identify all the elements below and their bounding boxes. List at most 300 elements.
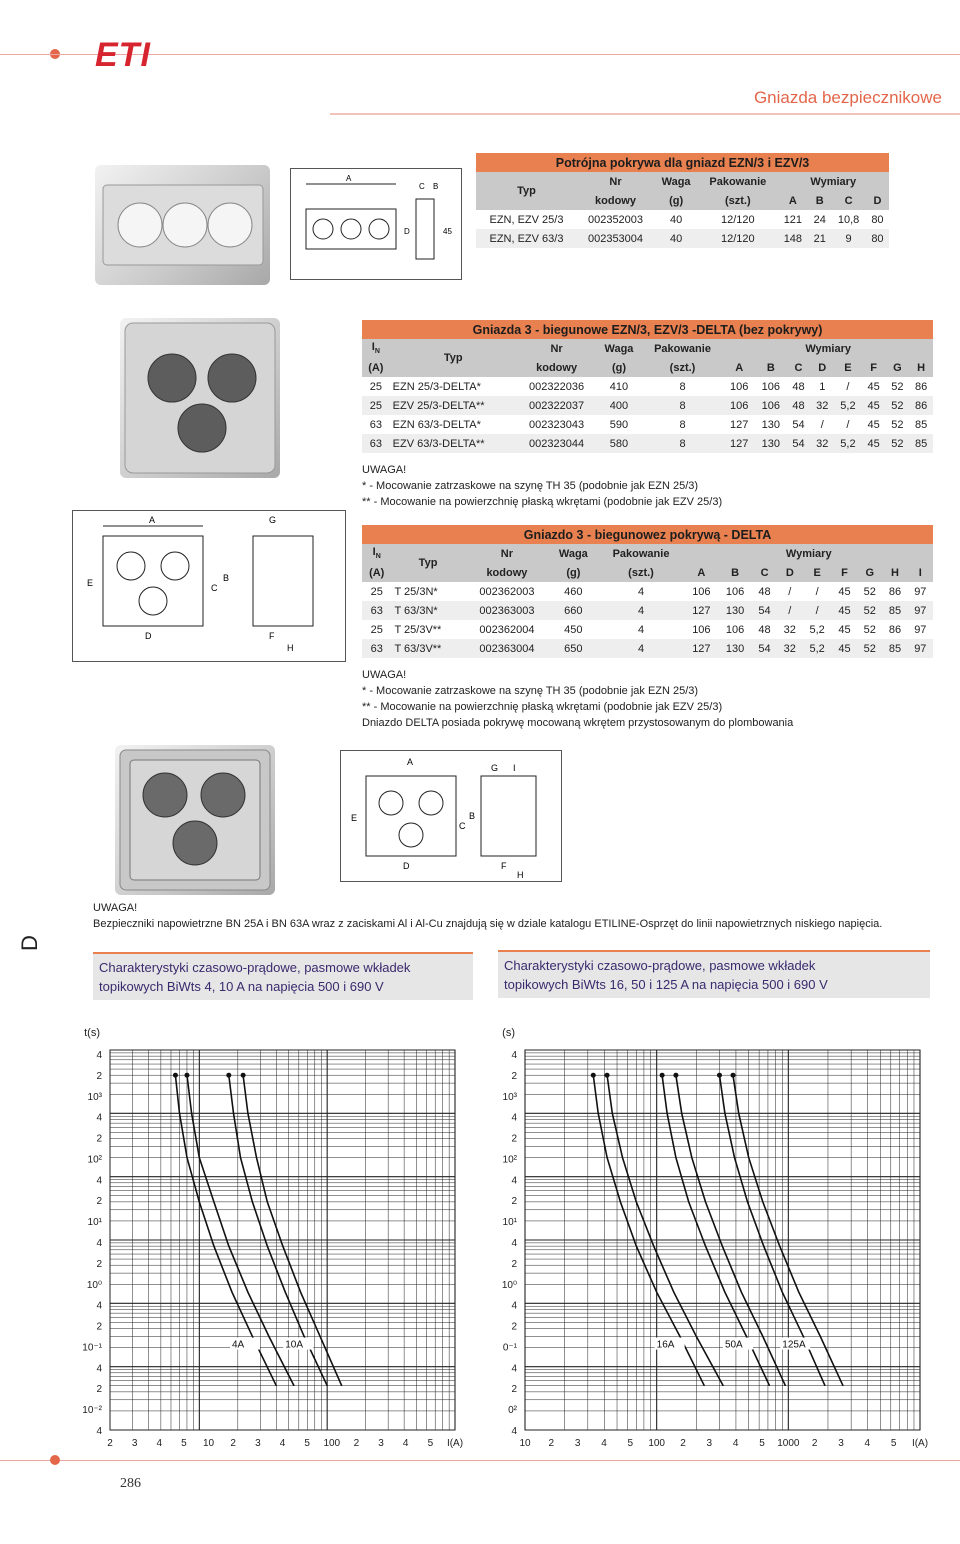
table-row (362, 434, 933, 453)
cell: EZN 25/3-DELTA* (392, 380, 481, 393)
x-tick-label: 10 (519, 1438, 531, 1449)
x-tick-label: I(A) (446, 1438, 464, 1449)
series-label: 4A (231, 1339, 245, 1351)
cell: EZN, EZV 63/3 (489, 232, 564, 245)
side-tab-d: D (16, 935, 42, 951)
header-dim: B (815, 194, 824, 207)
cell: 32 (783, 623, 796, 636)
dim-h-label: H (287, 643, 294, 653)
socket-cover-illustration (115, 745, 275, 895)
y-tick-label: 4 (96, 1426, 102, 1437)
cell: 86 (914, 380, 928, 393)
header-in-letter: I (372, 546, 376, 559)
dim-e-label: E (351, 813, 358, 823)
cell: 45 (838, 642, 851, 655)
series-label: 16A (656, 1339, 675, 1351)
cell: 5,2 (840, 399, 856, 412)
cell: 5,2 (809, 623, 825, 636)
cell: 002352003 (587, 213, 644, 226)
table-row (362, 620, 933, 639)
cell: 002362003 (479, 585, 535, 598)
cell: 450 (564, 623, 583, 636)
cell: 12/120 (720, 232, 755, 245)
chart-biwts-16-50-125 (480, 1015, 940, 1455)
dim-c-label: C (459, 821, 466, 831)
header-dim: C (760, 566, 769, 579)
cell: 106 (730, 399, 749, 412)
dim-f-label: F (501, 861, 507, 871)
series-marker (241, 1073, 246, 1078)
cell: 97 (914, 623, 927, 636)
cell: 002362004 (479, 623, 535, 636)
cell: 5,2 (809, 642, 825, 655)
cell: 660 (564, 604, 583, 617)
cell: 4 (637, 623, 645, 636)
header-dim: G (893, 361, 902, 374)
header-dim: B (766, 361, 775, 374)
header-kodowy: kodowy (536, 361, 578, 374)
section-rule (330, 113, 960, 115)
cell: 48 (792, 380, 805, 393)
cell: 4 (637, 585, 645, 598)
cell: 45 (838, 585, 851, 598)
y-tick-label: 10¹ (502, 1217, 517, 1229)
cell: 40 (669, 213, 683, 226)
cell: 4 (637, 642, 645, 655)
cell: 45 (867, 418, 880, 431)
header-pakowanie: Pakowanie (654, 342, 711, 355)
cell: 52 (891, 437, 904, 450)
warning-title: UWAGA! (93, 902, 138, 914)
y-tick-label: 4 (96, 1050, 102, 1061)
y-axis-label: t(s) (84, 1027, 100, 1039)
table1-title: Potrójna pokrywa dla gniazd EZN/3 i EZV/3 (476, 153, 889, 172)
y-tick-label: 2 (96, 1258, 102, 1270)
cell: / (815, 604, 819, 617)
header-pakowanie: Pakowanie (709, 175, 767, 188)
cell: 32 (783, 642, 796, 655)
cell: T 63/3N* (394, 604, 438, 617)
chart-left-title (93, 952, 473, 1000)
y-tick-label: 10¹ (87, 1217, 102, 1229)
x-tick-label: 2 (811, 1438, 818, 1449)
footer-dot (50, 1455, 60, 1465)
y-tick-label: 4 (511, 1426, 517, 1437)
series-label: 125A (782, 1339, 806, 1351)
table-row (362, 415, 933, 434)
table-row (362, 639, 933, 658)
page-number: 286 (120, 1476, 141, 1491)
table-row (476, 229, 889, 248)
cell: 002322037 (529, 399, 585, 412)
dim-h-label: H (517, 870, 524, 880)
cell: 1 (819, 380, 826, 393)
dim-45-label: 45 (443, 227, 452, 236)
x-tick-label: 3 (378, 1438, 384, 1449)
cell: 106 (725, 623, 745, 636)
cell: 002323043 (529, 418, 585, 431)
cell: 85 (888, 642, 902, 655)
cell: 106 (761, 399, 781, 412)
header-wymiary: Wymiary (785, 547, 832, 560)
dim-i-label: I (513, 763, 516, 773)
header-dim: I (918, 566, 922, 579)
cell: 002323044 (529, 437, 585, 450)
header-dim: H (891, 566, 899, 579)
header-szt: (szt.) (724, 194, 751, 207)
header-nr: Nr (609, 175, 622, 188)
header-wymiary: Wymiary (810, 175, 857, 188)
x-tick-label: 3 (131, 1438, 138, 1449)
header-dim: C (844, 194, 853, 207)
header-in-sub: N (375, 553, 381, 561)
header-dim: G (865, 566, 875, 579)
cell: EZN 63/3-DELTA* (392, 418, 481, 431)
cell: 002322036 (529, 380, 585, 393)
cell: 650 (564, 642, 583, 655)
y-axis-label: (s) (502, 1027, 515, 1039)
x-tick-label: 4 (402, 1438, 409, 1449)
y-tick-label: 2 (511, 1196, 517, 1208)
cell: 63 (370, 642, 383, 655)
header-dim: E (844, 361, 852, 374)
x-tick-label: 1000 (777, 1438, 800, 1449)
y-tick-label: 2 (511, 1321, 517, 1333)
x-tick-label: 4 (156, 1438, 163, 1449)
cell: 97 (914, 642, 927, 655)
header-kodowy: kodowy (595, 194, 636, 207)
series-marker (673, 1073, 678, 1078)
cell: 25 (369, 399, 382, 412)
cell: 106 (725, 585, 745, 598)
header-dim: F (870, 361, 877, 374)
cell: 52 (891, 418, 904, 431)
cell: 127 (730, 418, 749, 431)
cell: 48 (758, 585, 771, 598)
chart-right-title-line: Charakterystyki czasowo-prądowe, pasmowe wkładek (504, 958, 816, 973)
header-dim: B (731, 566, 740, 579)
cell: EZN, EZV 25/3 (489, 213, 564, 226)
header-g: (g) (669, 194, 684, 207)
y-tick-label: 4 (511, 1238, 517, 1249)
table-row (362, 396, 933, 415)
header-waga: Waga (558, 547, 588, 560)
cell: 97 (914, 585, 927, 598)
y-tick-label: 4 (511, 1300, 517, 1312)
y-tick-label: 4 (96, 1363, 102, 1375)
series-marker (660, 1073, 665, 1078)
x-tick-label: 10 (203, 1438, 215, 1449)
series-label: 10A (285, 1339, 304, 1351)
dim-b-label: B (469, 811, 476, 821)
cell: 130 (761, 437, 781, 450)
warning-text: Bezpieczniki napowietrzne BN 25A i BN 63A wraz z zaciskami Al i Al-Cu znajdują się w dziale katalogu ETILINE-Osprzęt do linii napowietrznych niskiego napięcia. (93, 918, 883, 930)
cell: 52 (863, 623, 876, 636)
cell: 002353004 (587, 232, 644, 245)
table3-body (362, 582, 933, 658)
y-tick-label: 2 (511, 1070, 517, 1082)
cell: 54 (758, 642, 771, 655)
y-tick-label: 4 (511, 1363, 517, 1375)
x-tick-label: 3 (574, 1438, 581, 1449)
dim-d-label: D (404, 227, 410, 236)
y-tick-label: 2 (96, 1133, 102, 1145)
cell: 121 (783, 213, 803, 226)
header-nr: Nr (500, 547, 514, 560)
cell: T 25/3V** (394, 623, 442, 636)
cell: 002363004 (479, 642, 535, 655)
cell: 8 (679, 399, 686, 412)
y-tick-label: 4 (511, 1112, 517, 1124)
dim-d-label: D (403, 861, 410, 871)
cell: 106 (692, 623, 711, 636)
dim-a-label: A (346, 174, 352, 183)
socket-cover-drawing-svg (341, 751, 561, 881)
series-marker (731, 1073, 736, 1078)
y-tick-label: 10⁰ (86, 1279, 102, 1291)
header-szt: (szt.) (628, 566, 654, 579)
cell: 25 (369, 380, 382, 393)
cell: 52 (863, 585, 876, 598)
y-tick-label: 0⁻¹ (502, 1342, 517, 1354)
cell: 580 (609, 437, 629, 450)
cell: 63 (370, 604, 383, 617)
y-tick-label: 2 (96, 1196, 102, 1208)
x-tick-label: 100 (648, 1438, 666, 1449)
cell: / (815, 585, 819, 598)
cell: 80 (871, 213, 884, 226)
note-line: UWAGA! (362, 464, 407, 476)
header-dim: A (697, 566, 706, 579)
dim-a-label: A (149, 515, 156, 525)
header-in-letter: I (371, 341, 375, 354)
header-dim: A (735, 361, 744, 374)
chart-right-title-line: topikowych BiWts 16, 50 i 125 A na napięcia 500 i 690 V (504, 977, 828, 992)
note-line: * - Mocowanie zatrzaskowe na szynę TH 35 (podobnie jak EZN 25/3) (362, 480, 699, 492)
header-dim: C (794, 361, 803, 374)
y-tick-label: 10³ (502, 1091, 517, 1103)
dim-d-label: D (145, 631, 152, 641)
cell: 25 (370, 585, 383, 598)
series-marker (591, 1073, 596, 1078)
cell: 54 (758, 604, 771, 617)
triple-cover-illustration (95, 165, 270, 285)
header-dim: D (818, 361, 827, 374)
dim-c-label: C (419, 182, 425, 191)
cell: 48 (758, 623, 771, 636)
table-socket-delta (362, 320, 933, 453)
x-tick-label: 4 (864, 1438, 871, 1449)
y-tick-label: 10² (502, 1154, 517, 1166)
section-title: Gniazda bezpiecznikowe (753, 88, 942, 107)
cell: 32 (816, 437, 829, 450)
y-tick-label: 10² (87, 1154, 102, 1166)
cell: 32 (816, 399, 829, 412)
cell: 63 (369, 437, 382, 450)
cell: 54 (792, 418, 805, 431)
header-dim: D (873, 194, 882, 207)
series-marker (717, 1073, 722, 1078)
chart-left-title-line: Charakterystyki czasowo-prądowe, pasmowe wkładek (99, 960, 411, 975)
y-tick-label: 2 (511, 1384, 517, 1396)
y-tick-label: 2 (511, 1133, 517, 1145)
x-tick-label: 2 (107, 1438, 113, 1449)
cell: 9 (845, 232, 852, 245)
cell: 127 (730, 437, 749, 450)
cell: 8 (679, 418, 686, 431)
cell: 45 (867, 437, 880, 450)
header-kodowy: kodowy (486, 566, 528, 579)
table-row (362, 377, 933, 396)
cell: / (846, 418, 850, 431)
header-dim: D (785, 566, 794, 579)
header-dim: E (813, 566, 821, 579)
cell: 45 (867, 399, 880, 412)
header-typ: Typ (517, 185, 536, 197)
socket-drawing-svg (73, 511, 345, 661)
cell: 400 (609, 399, 629, 412)
header-wymiary: Wymiary (805, 342, 851, 355)
series-marker (173, 1073, 178, 1078)
cell: 63 (369, 418, 382, 431)
cell: / (788, 604, 792, 617)
series-marker (184, 1073, 189, 1078)
x-tick-label: 4 (279, 1438, 286, 1449)
header-nr: Nr (550, 342, 563, 355)
cell: 45 (838, 623, 851, 636)
footer-rule (0, 1460, 960, 1461)
note-line: * - Mocowanie zatrzaskowe na szynę TH 35 (podobnie jak EZN 25/3) (362, 685, 699, 697)
header-pakowanie: Pakowanie (612, 547, 670, 560)
cell: 148 (783, 232, 803, 245)
cell: 12/120 (720, 213, 755, 226)
header-typ: Typ (443, 352, 463, 364)
cell: 86 (888, 623, 902, 636)
x-tick-label: 100 (323, 1438, 341, 1449)
dim-a-label: A (407, 757, 414, 767)
cell: 5,2 (840, 437, 856, 450)
series-marker (605, 1073, 610, 1078)
cell: 106 (761, 380, 781, 393)
cell: 590 (609, 418, 629, 431)
x-tick-label: 3 (255, 1438, 261, 1449)
dim-g-label: G (491, 763, 499, 773)
x-tick-label: 5 (759, 1438, 765, 1449)
cell: 86 (914, 399, 928, 412)
cell: 52 (891, 380, 904, 393)
y-tick-label: 4 (511, 1050, 517, 1061)
header-in-sub: N (374, 348, 380, 356)
y-tick-label: 2 (96, 1321, 102, 1333)
header-in (362, 339, 390, 358)
cell: 97 (914, 604, 927, 617)
cell: T 25/3N* (394, 585, 438, 598)
header-dim: H (917, 361, 926, 374)
header-in (362, 544, 391, 563)
header-typ: Typ (418, 557, 438, 569)
cell: 85 (888, 604, 902, 617)
socket-dimension-drawing (72, 510, 346, 662)
cell: 52 (891, 399, 904, 412)
cell: 85 (914, 437, 928, 450)
header-szt: (szt.) (669, 361, 696, 374)
x-tick-label: 5 (181, 1438, 187, 1449)
y-tick-label: 2 (511, 1258, 517, 1270)
y-tick-label: 2 (96, 1070, 102, 1082)
dim-g-label: G (269, 515, 277, 525)
y-tick-label: 4 (511, 1175, 517, 1187)
cell: 127 (692, 604, 711, 617)
x-tick-label: 5 (427, 1438, 434, 1449)
triple-cover-photo (95, 165, 270, 285)
y-tick-label: 10⁻¹ (82, 1342, 102, 1354)
dim-e-label: E (87, 578, 94, 588)
table2-body (362, 377, 933, 453)
header-waga: Waga (661, 175, 691, 188)
x-tick-label: I(A) (911, 1438, 929, 1449)
cell: 52 (863, 604, 876, 617)
chart-biwts-4-10 (55, 1015, 475, 1455)
y-tick-label: 10⁰ (501, 1279, 517, 1291)
x-tick-label: 5 (304, 1438, 310, 1449)
cell: / (788, 585, 792, 598)
cell: 52 (863, 642, 876, 655)
y-tick-label: 4 (96, 1300, 102, 1312)
cell: / (846, 380, 850, 393)
cell: EZV 63/3-DELTA** (392, 437, 485, 450)
y-tick-label: 2 (96, 1384, 102, 1396)
dim-f-label: F (269, 631, 275, 641)
table3-title: Gniazdo 3 - biegunowez pokrywą - DELTA (362, 525, 933, 544)
cell: / (820, 418, 824, 431)
cell: 40 (669, 232, 683, 245)
cell: 24 (813, 213, 826, 226)
table-row (476, 210, 889, 229)
cell: 85 (914, 418, 928, 431)
socket-base-illustration (120, 318, 280, 478)
x-tick-label: 3 (706, 1438, 713, 1449)
socket-base-photo (120, 318, 280, 478)
cell: 10,8 (837, 213, 860, 226)
socket-cover-photo (115, 745, 275, 895)
cell: 002363003 (479, 604, 535, 617)
cell: 106 (692, 585, 711, 598)
socket-cover-dimension-drawing (340, 750, 562, 882)
x-tick-label: 3 (838, 1438, 844, 1449)
cell: 54 (792, 437, 805, 450)
chart-left-title-line: topikowych BiWts 4, 10 A na napięcia 500 i 690 V (99, 979, 384, 994)
cell: 45 (867, 380, 880, 393)
header-a-unit: (A) (368, 361, 384, 374)
cell: 45 (838, 604, 851, 617)
table-triple-cover (476, 153, 889, 248)
cell: 460 (564, 585, 583, 598)
table2-notes (362, 462, 722, 510)
x-tick-label: 2 (680, 1438, 686, 1449)
x-tick-label: 2 (548, 1438, 555, 1449)
header-g: (g) (566, 566, 581, 579)
dim-c-label: C (211, 583, 218, 593)
table-socket-cover-delta (362, 525, 933, 658)
series-label: 50A (724, 1339, 743, 1351)
dim-b-label: B (433, 182, 439, 191)
cell: 4 (637, 604, 645, 617)
note-line: Dniazdo DELTA posiada pokrywę mocowaną wkrętem przystosowanym do plombowania (362, 717, 794, 729)
cell: 127 (692, 642, 711, 655)
table2-title: Gniazda 3 - biegunowe EZN/3, EZV/3 -DELTA (bez pokrywy) (362, 320, 933, 339)
y-tick-label: 10³ (87, 1091, 102, 1103)
x-tick-label: 4 (601, 1438, 607, 1449)
